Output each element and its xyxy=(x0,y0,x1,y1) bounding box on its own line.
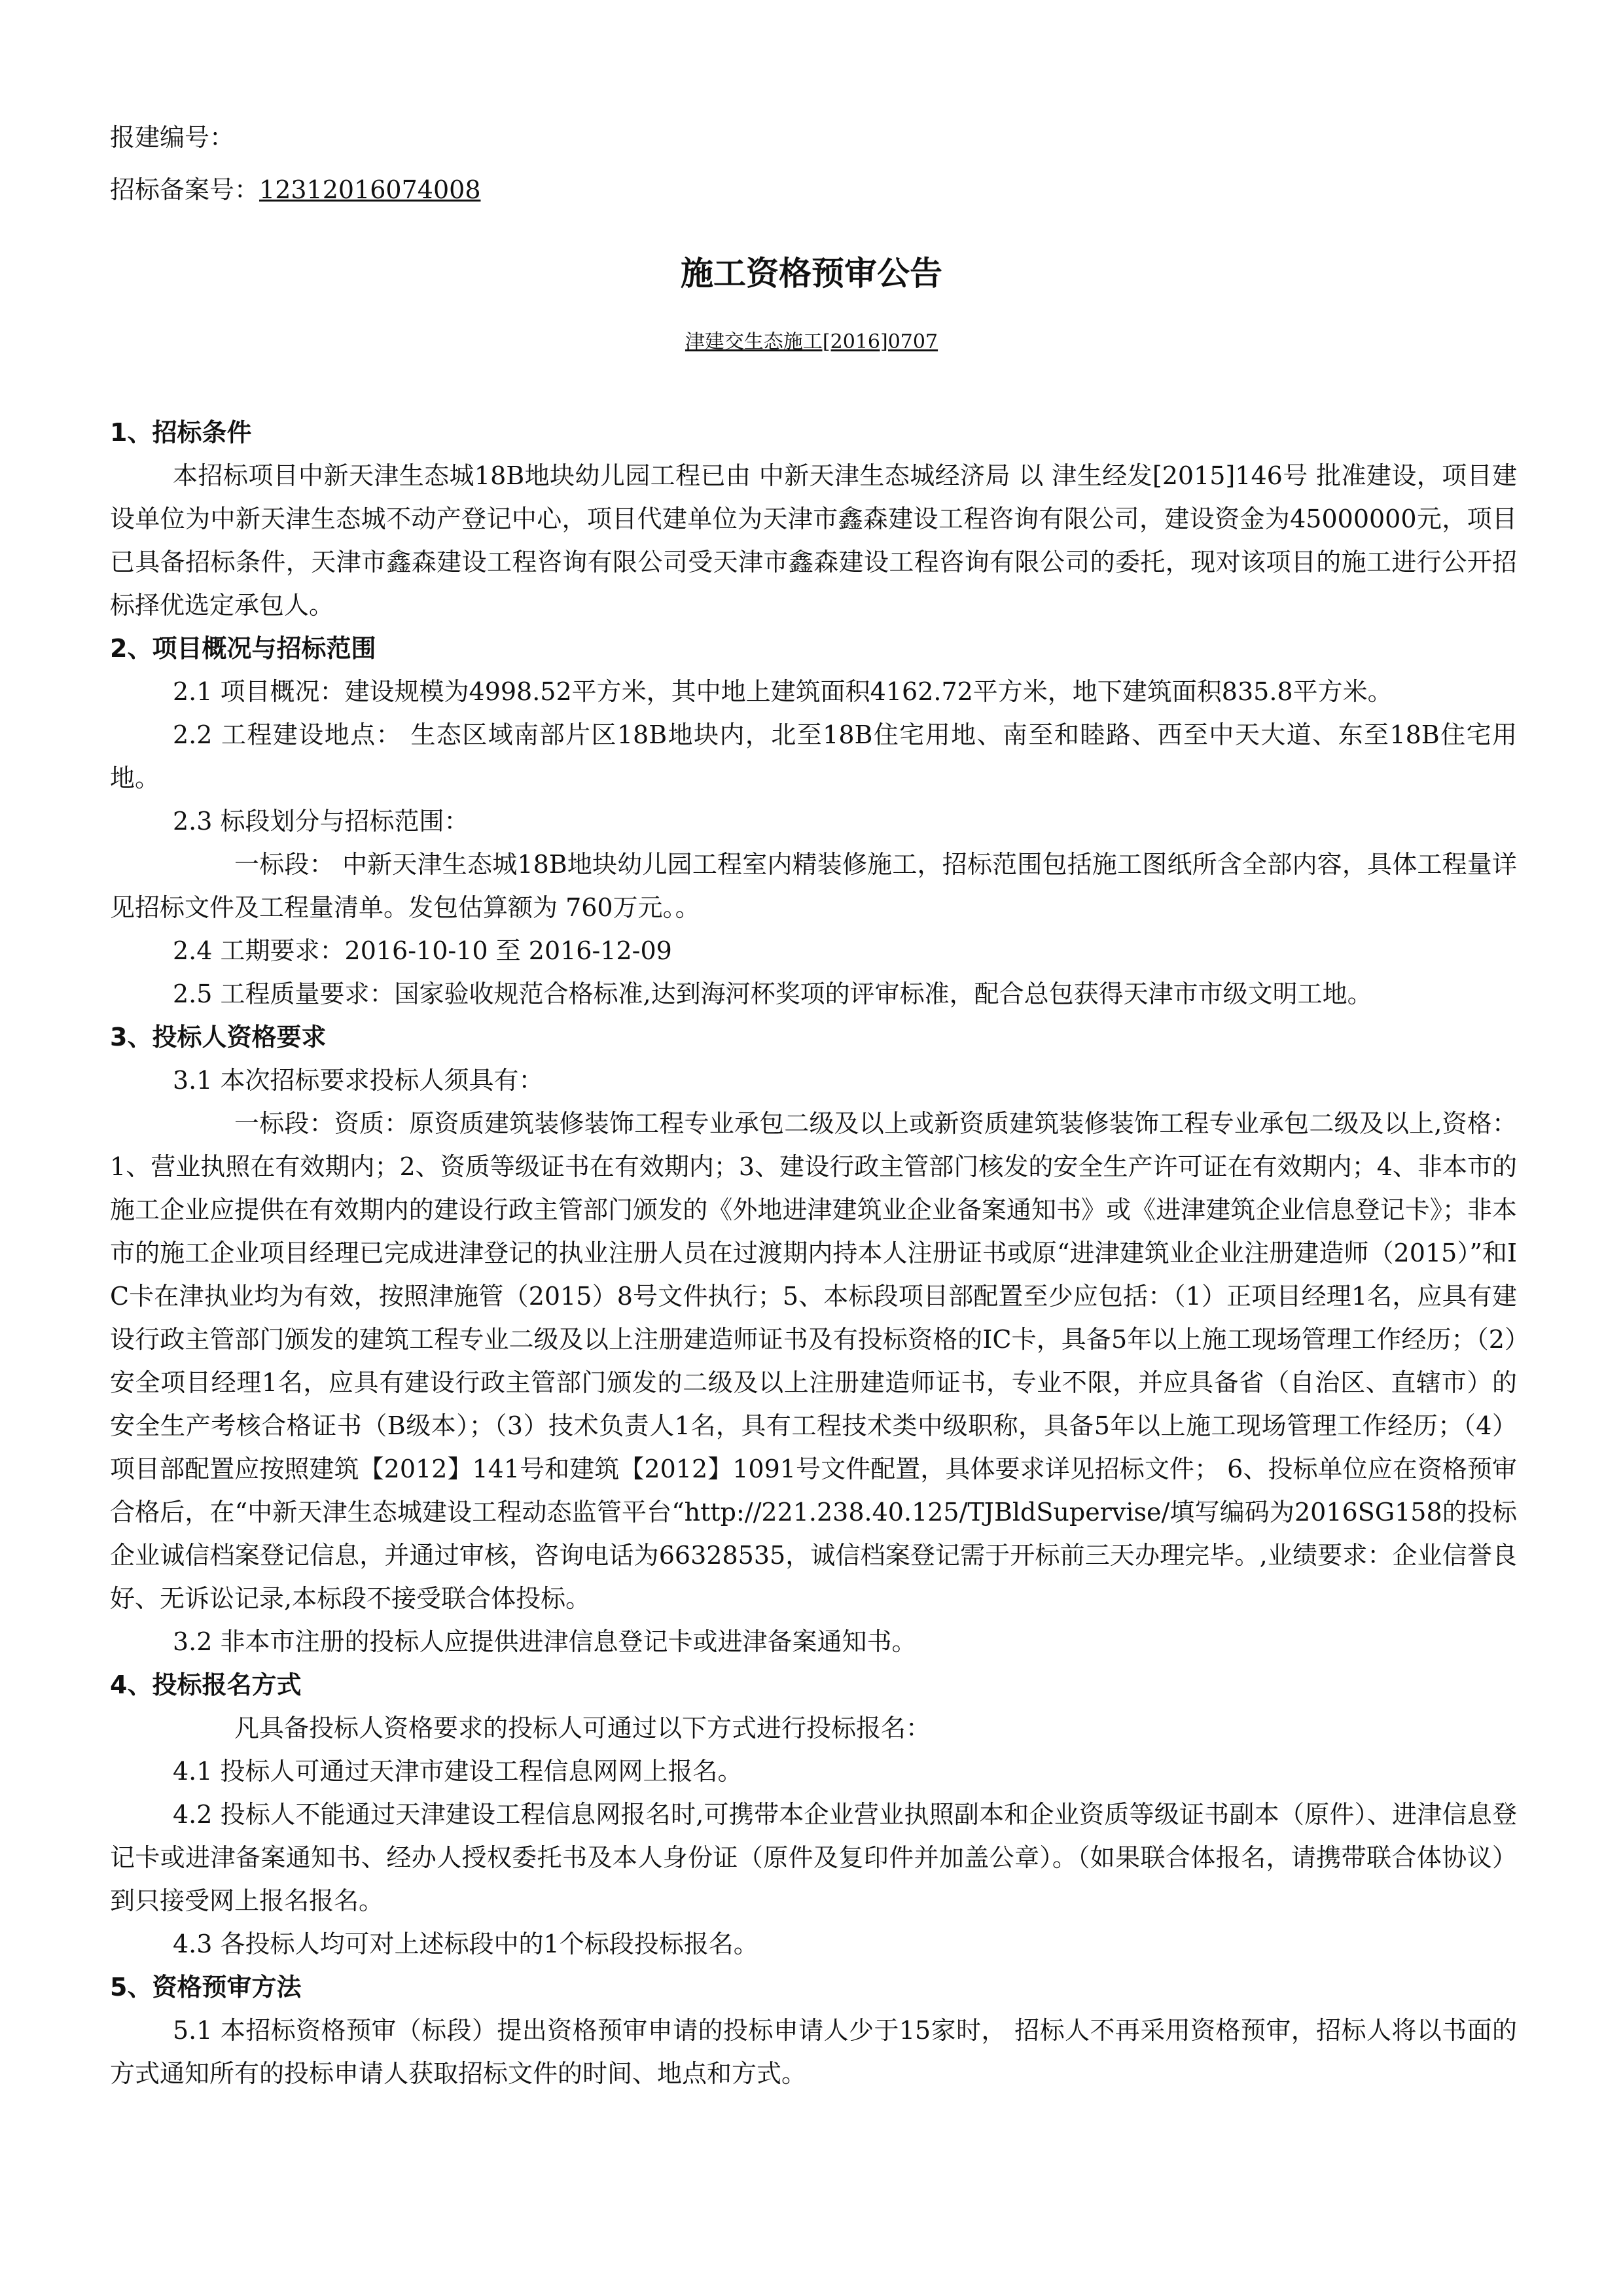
section-2-3-lot: 一标段： 中新天津生态城18B地块幼儿园工程室内精装修施工，招标范围包括施工图纸所含全部内容，具体工程量详见招标文件及工程量清单。发包估算额为 760万元。。 xyxy=(110,850,1517,922)
section-5-heading: 5、资格预审方法 xyxy=(110,1973,302,2002)
section-4-2: 4.2 投标人不能通过天津建设工程信息网报名时,可携带本企业营业执照副本和企业资质等级证书副本（原件）、进津信息登记卡或进津备案通知书、经办人授权委托书及本人身份证（原件及复印件并加盖公章）。（如果联合体报名，请携带联合体协议）到只接受网上报名报名。 xyxy=(110,1800,1517,1915)
section-2-3: 2.3 标段划分与招标范围： xyxy=(173,807,469,836)
section-2-1: 2.1 项目概况：建设规模为4998.52平方米，其中地上建筑面积4162.72平方米，地下建筑面积835.8平方米。 xyxy=(173,677,1393,706)
section-4-intro: 凡具备投标人资格要求的投标人可通过以下方式进行投标报名： xyxy=(234,1714,931,1742)
section-2-2: 2.2 工程建设地点： 生态区域南部片区18B地块内，北至18B住宅用地、南至和睦路、西至中天大道、东至18B住宅用地。 xyxy=(110,720,1517,792)
filing-no-value: 12312016074008 xyxy=(259,175,481,204)
section-2-5: 2.5 工程质量要求：国家验收规范合格标准,达到海河杯奖项的评审标准，配合总包获得天津市市级文明工地。 xyxy=(173,980,1372,1008)
section-3-1-lot: 一标段：资质：原资质建筑装修装饰工程专业承包二级及以上或新资质建筑装修装饰工程专业承包二级及以上,资格：1、营业执照在有效期内；2、资质等级证书在有效期内；3、建设行政主管部门核发的安全生产许可证在有效期内；4、非本市的施工企业应提供在有效期内的建设行政主管部门颁发的《外地进津建筑业企业备案通知书》或《进津建筑企业信息登记卡》；非本市的施工企业项目经理已完成进津登记的执业注册人员在过渡期内持本人注册证书或原“进津建筑业企业注册建造师（2015）”和IC卡在津执业均为有效，按照津施管（2015）8号文件执行；5、本标段项目部配置至少应包括：（1）正项目经理1名，应具有建设行政主管部门颁发的建筑工程专业二级及以上注册建造师证书及有投标资格的IC卡，具备5年以上施工现场管理工作经历；（2）安全项目经理1名，应具有建设行政主管部门颁发的二级及以上注册建造师证书，专业不限，并应具备省（自治区、直辖市）的安全生产考核合格证书（B级本）；（3）技术负责人1名，具有工程技术类中级职称，具备5年以上施工现场管理工作经历；（4）项目部配置应按照建筑【2012】141号和建筑【2012】1091号文件配置，具体要求详见招标文件； 6、投标单位应在资格预审合格后，在“中新天津生态城建设工程动态监管平台“http://221.238.40.125/TJBldSupervise/填写编码为2016SG158的投标企业诚信档案登记信息，并通过审核，咨询电话为66328535，诚信档案登记需于开标前三天办理完毕。,业绩要求：企业信誉良好、无诉讼记录,本标段不接受联合体投标。 xyxy=(110,1109,1517,1613)
section-4-1: 4.1 投标人可通过天津市建设工程信息网网上报名。 xyxy=(173,1757,743,1786)
header-meta xyxy=(110,111,481,216)
section-1-heading: 1、招标条件 xyxy=(110,418,252,447)
section-3-2: 3.2 非本市注册的投标人应提供进津信息登记卡或进津备案通知书。 xyxy=(173,1627,917,1656)
filing-no-label: 招标备案号： xyxy=(110,175,260,204)
section-3-1: 3.1 本次招标要求投标人须具有： xyxy=(173,1066,544,1095)
page-title: 施工资格预审公告 xyxy=(681,255,942,292)
section-4-heading: 4、投标报名方式 xyxy=(110,1670,302,1699)
section-1-paragraph: 本招标项目中新天津生态城18B地块幼儿园工程已由 中新天津生态城经济局 以 津生经发[2015]146号 批准建设，项目建设单位为中新天津生态城不动产登记中心，项目代建单位为天津市鑫森建设工程咨询有限公司，建设资金为45000000元，项目已具备招标条件，天津市鑫森建设工程咨询有限公司受天津市鑫森建设工程咨询有限公司的委托，现对该项目的施工进行公开招标择优选定承包人。 xyxy=(110,461,1517,620)
document-number: 津建交生态施工[2016]0707 xyxy=(685,330,938,353)
section-3-heading: 3、投标人资格要求 xyxy=(110,1023,327,1051)
section-2-4: 2.4 工期要求：2016-10-10 至 2016-12-09 xyxy=(173,936,672,965)
section-4-3: 4.3 各投标人均可对上述标段中的1个标段投标报名。 xyxy=(173,1930,758,1958)
document-body xyxy=(110,411,1517,2095)
section-2-heading: 2、项目概况与招标范围 xyxy=(110,634,376,663)
report-no-label: 报建编号： xyxy=(110,123,235,152)
filing-no-line xyxy=(110,164,481,216)
section-5-1: 5.1 本招标资格预审（标段）提出资格预审申请的投标申请人少于15家时， 招标人不再采用资格预审，招标人将以书面的方式通知所有的投标申请人获取招标文件的时间、地点和方式。 xyxy=(110,2016,1517,2088)
